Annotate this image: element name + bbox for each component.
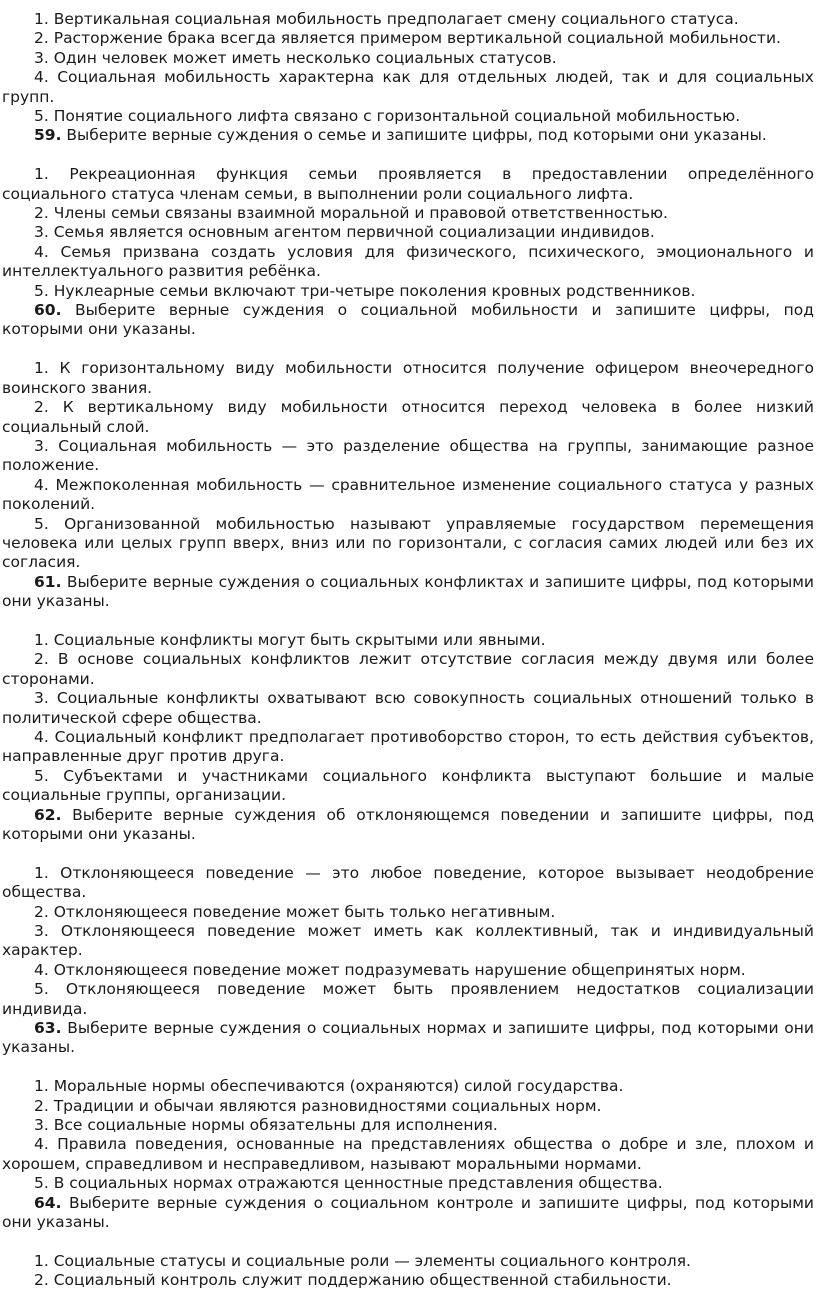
list-item: 4. Социальный конфликт предполагает противоборство сторон, то есть действия субъектов, направленные друг против друга. (2, 727, 814, 766)
question-text: Выберите верные суждения о социальных нормах и запишите цифры, под которыми они указаны. (2, 1019, 814, 1057)
question-text: Выберите верные суждения о социальном контроле и запишите цифры, под которыми они указаны. (2, 1193, 814, 1232)
list-item: 3. Социальные конфликты охватывают всю совокупность социальных отношений только в политической сфере общества. (2, 689, 814, 727)
list-item: 5. Субъектами и участниками социального конфликта выступают большие и малые социальные группы, организации. (2, 766, 814, 805)
spacer (2, 612, 814, 631)
list-item: 5. Организованной мобильностью называют управляемые государством перемещения человека или целых групп вверх, вниз или по горизонтали, с согласия самих людей или без их согласия. (2, 514, 814, 572)
list-item: 2. Традиции и обычаи являются разновидностями социальных норм. (34, 1096, 602, 1115)
list-item: 4. Отклоняющееся поведение может подразумевать нарушение общепринятых норм. (34, 960, 746, 979)
question-number: 62. (34, 805, 62, 824)
list-item: 1. Моральные нормы обеспечиваются (охраняются) силой государства. (34, 1077, 624, 1096)
list-item: 2. Расторжение брака всегда является примером вертикальной социальной мобильности. (34, 29, 781, 48)
spacer (2, 844, 814, 863)
question-text: Выберите верные суждения о семье и запишите цифры, под которыми они указаны. (66, 126, 767, 145)
spacer (2, 1233, 814, 1252)
list-item: 3. Социальная мобильность — это разделение общества на группы, занимающие разное положение. (2, 436, 814, 475)
question-59-prompt (2, 126, 814, 145)
question-number: 59. (34, 126, 62, 145)
question-62-prompt (2, 806, 814, 845)
list-item: 5. Нуклеарные семьи включают три-четыре поколения кровных родственников. (34, 281, 696, 300)
question-text: Выберите верные суждения об отклоняющемся поведении и запишите цифры, под которыми они указаны. (2, 805, 814, 844)
list-item: 4. Правила поведения, основанные на представлениях общества о добре и зле, плохом и хорошем, справедливом и несправедливом, называют моральными нормами. (2, 1135, 814, 1173)
list-item: 2. Социальный контроль служит поддержанию общественной стабильности. (34, 1271, 672, 1290)
list-item: 3. Отклоняющееся поведение может иметь как коллективный, так и индивидуальный характер. (2, 922, 814, 960)
question-63-prompt (2, 1019, 814, 1058)
list-item: 3. Семья является основным агентом первичной социализации индивидов. (34, 223, 655, 242)
list-item: 2. В основе социальных конфликтов лежит отсутствие согласия между двумя или более сторонами. (2, 650, 814, 688)
list-item: 1. Социальные статусы и социальные роли — элементы социального контроля. (34, 1251, 691, 1270)
question-text: Выберите верные суждения о социальной мобильности и запишите цифры, под которыми они указаны. (2, 301, 815, 339)
list-item: 1. К горизонтальному виду мобильности относится получение офицером внеочередного воинского звания. (2, 359, 814, 397)
question-60-prompt (2, 301, 814, 340)
list-item: 1. Социальные конфликты могут быть скрытыми или явными. (34, 630, 546, 649)
question-61-prompt (2, 573, 814, 612)
spacer (2, 146, 814, 165)
question-number: 64. (34, 1193, 62, 1212)
list-item: 3. Все социальные нормы обязательны для исполнения. (34, 1116, 498, 1135)
question-text: Выберите верные суждения о социальных конфликтах и запишите цифры, под которыми они указаны. (2, 572, 814, 611)
question-number: 63. (34, 1019, 62, 1038)
list-item: 1. Вертикальная социальная мобильность предполагает смену социального статуса. (34, 10, 739, 28)
list-item: 3. Один человек может иметь несколько социальных статусов. (34, 48, 557, 67)
list-item: 2. К вертикальному виду мобильности относится переход человека в более низкий социальный слой. (2, 398, 814, 436)
spacer (2, 1058, 814, 1077)
question-number: 60. (34, 301, 62, 320)
list-item: 5. В социальных нормах отражаются ценностные представления общества. (34, 1174, 663, 1193)
list-item: 4. Социальная мобильность характерна как для отдельных людей, так и для социальных групп. (2, 68, 814, 106)
list-item: 4. Межпоколенная мобильность — сравнительное изменение социального статуса у разных поколений. (2, 475, 814, 514)
list-item: 5. Отклоняющееся поведение может быть проявлением недостатков социализации индивида. (2, 980, 814, 1018)
question-number: 61. (34, 572, 62, 591)
question-64-prompt (2, 1194, 814, 1233)
list-item: 2. Отклоняющееся поведение может быть только негативным. (34, 902, 556, 921)
list-item: 2. Члены семьи связаны взаимной моральной и правовой ответственностью. (34, 204, 668, 223)
list-item: 1. Отклоняющееся поведение — это любое поведение, которое вызывает неодобрение общества. (2, 863, 814, 902)
list-item: 5. Понятие социального лифта связано с горизонтальной социальной мобильностью. (34, 107, 741, 126)
list-item: 4. Семья призвана создать условия для физического, психического, эмоционального и интеллектуального развития ребёнка. (2, 242, 814, 281)
list-item: 1. Рекреационная функция семьи проявляется в предоставлении определённого социального статуса членам семьи, в выполнении роли социального лифта. (2, 165, 814, 203)
spacer (2, 340, 814, 359)
